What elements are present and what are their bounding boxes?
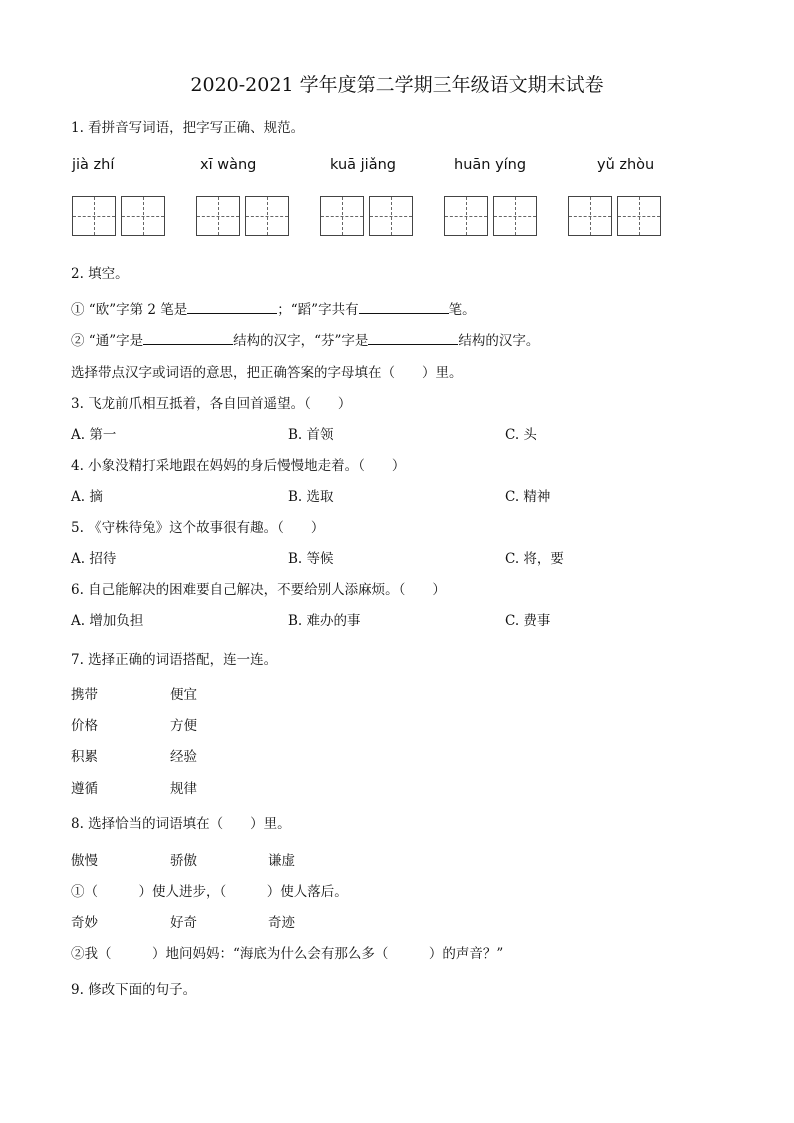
pinyin-5: yǔ zhòu <box>597 157 655 173</box>
word-choice: 谦虚 <box>268 853 295 869</box>
q8-prompt: 8. 选择恰当的词语填在（ ）里。 <box>71 816 291 832</box>
word-choice: 骄傲 <box>170 853 197 869</box>
match-right-item[interactable]: 规律 <box>170 781 197 797</box>
q4-option-c[interactable]: C. 精神 <box>505 489 551 505</box>
q5-stem: 5. 《守株待兔》这个故事很有趣。（ ） <box>71 520 325 536</box>
answer-blank[interactable] <box>187 313 277 314</box>
q2-line-2 <box>71 329 539 349</box>
match-left-item[interactable]: 携带 <box>71 687 98 703</box>
q4-option-b[interactable]: B. 选取 <box>288 489 334 505</box>
writing-grid-box[interactable] <box>121 196 165 236</box>
q8-sentence-1: ①（ ）使人进步，（ ）使人落后。 <box>71 884 348 900</box>
word-choice: 傲慢 <box>71 853 98 869</box>
q5-option-c[interactable]: C. 将，要 <box>505 551 564 567</box>
answer-blank[interactable] <box>359 313 449 314</box>
q2-prompt: 2. 填空。 <box>71 266 129 282</box>
q4-option-a[interactable]: A. 摘 <box>71 489 103 505</box>
q6-option-b[interactable]: B. 难办的事 <box>288 613 361 629</box>
pinyin-2: xī wàng <box>200 157 257 173</box>
writing-grid-box[interactable] <box>444 196 488 236</box>
q3-option-b[interactable]: B. 首领 <box>288 427 334 443</box>
q3-option-a[interactable]: A. 第一 <box>71 427 117 443</box>
q9-prompt: 9. 修改下面的句子。 <box>71 982 197 998</box>
match-right-item[interactable]: 经验 <box>170 749 197 765</box>
writing-grid-box[interactable] <box>196 196 240 236</box>
match-right-item[interactable]: 便宜 <box>170 687 197 703</box>
match-left-item[interactable]: 遵循 <box>71 781 98 797</box>
pinyin-3: kuā jiǎng <box>330 157 396 173</box>
q6-option-c[interactable]: C. 费事 <box>505 613 551 629</box>
answer-blank[interactable] <box>368 344 458 345</box>
match-left-item[interactable]: 价格 <box>71 718 98 734</box>
q7-prompt: 7. 选择正确的词语搭配，连一连。 <box>71 652 278 668</box>
writing-grid-box[interactable] <box>617 196 661 236</box>
pinyin-1: jià zhí <box>72 157 115 173</box>
q1-prompt: 1. 看拼音写词语，把字写正确、规范。 <box>71 120 305 136</box>
writing-grid-box[interactable] <box>245 196 289 236</box>
match-left-item[interactable]: 积累 <box>71 749 98 765</box>
word-choice: 奇妙 <box>71 915 98 931</box>
q2-line2-text-c: 结构的汉字。 <box>458 333 540 349</box>
answer-blank[interactable] <box>143 344 233 345</box>
q2-line2-text-b: 结构的汉字，“芬”字是 <box>233 333 369 349</box>
q2-line1-text-c: 笔。 <box>448 302 476 318</box>
q2-line1-text-b: ；“蹈”字共有 <box>277 302 359 318</box>
q2-line1-text-a: ① “欧”字第 2 笔是 <box>71 302 188 318</box>
q3-option-c[interactable]: C. 头 <box>505 427 537 443</box>
writing-grid-box[interactable] <box>72 196 116 236</box>
q5-option-a[interactable]: A. 招待 <box>71 551 117 567</box>
q6-stem: 6. 自己能解决的困难要自己解决，不要给别人添麻烦。（ ） <box>71 582 446 598</box>
q3-stem: 3. 飞龙前爪相互抵着，各自回首遥望。（ ） <box>71 396 352 412</box>
q5-option-b[interactable]: B. 等候 <box>288 551 334 567</box>
q2-line-1 <box>71 298 476 318</box>
word-choice: 好奇 <box>170 915 197 931</box>
writing-grid-box[interactable] <box>493 196 537 236</box>
writing-grid-box[interactable] <box>320 196 364 236</box>
pinyin-4: huān yíng <box>454 157 527 173</box>
writing-grid-box[interactable] <box>568 196 612 236</box>
writing-grid-box[interactable] <box>369 196 413 236</box>
match-right-item[interactable]: 方便 <box>170 718 197 734</box>
q6-option-a[interactable]: A. 增加负担 <box>71 613 144 629</box>
section-instruction: 选择带点汉字或词语的意思，把正确答案的字母填在（ ）里。 <box>71 365 463 381</box>
q8-sentence-2: ②我（ ）地问妈妈：“海底为什么会有那么多（ ）的声音？” <box>71 946 504 962</box>
word-choice: 奇迹 <box>268 915 295 931</box>
q2-line2-text-a: ② “通”字是 <box>71 333 144 349</box>
page-title: 2020-2021 学年度第二学期三年级语文期末试卷 <box>190 74 604 96</box>
q4-stem: 4. 小象没精打采地跟在妈妈的身后慢慢地走着。（ ） <box>71 458 406 474</box>
